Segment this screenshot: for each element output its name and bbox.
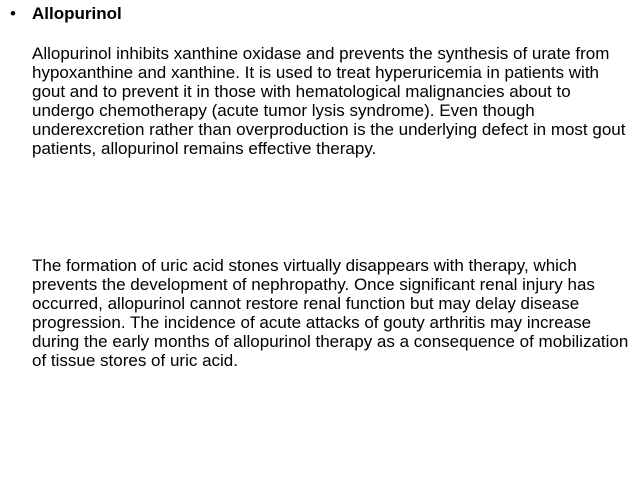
paragraph-mechanism: Allopurinol inhibits xanthine oxidase and prevents the synthesis of urate from hypoxanthine and xanthine. It is used to treat hyperuricemia in patients with gout and to prevent it in those with hematological malignancies about to undergo chemotherapy (acute tumor lysis syndrome). Even though underexcretion rather than overproduction is the underlying defect in most gout patients, allopurinol remains effective therapy.: [32, 44, 626, 159]
bullet-marker: •: [10, 4, 16, 23]
paragraph-effects: The formation of uric acid stones virtually disappears with therapy, which prevents the development of nephropathy. Once significant renal injury has occurred, allopurinol cannot restore renal function but may delay disease progression. The incidence of acute attacks of gouty arthritis may increase during the early months of allopurinol therapy as a consequence of mobilization of tissue stores of uric acid.: [32, 256, 629, 371]
slide-heading: Allopurinol: [32, 4, 122, 23]
heading-row: [10, 4, 122, 24]
